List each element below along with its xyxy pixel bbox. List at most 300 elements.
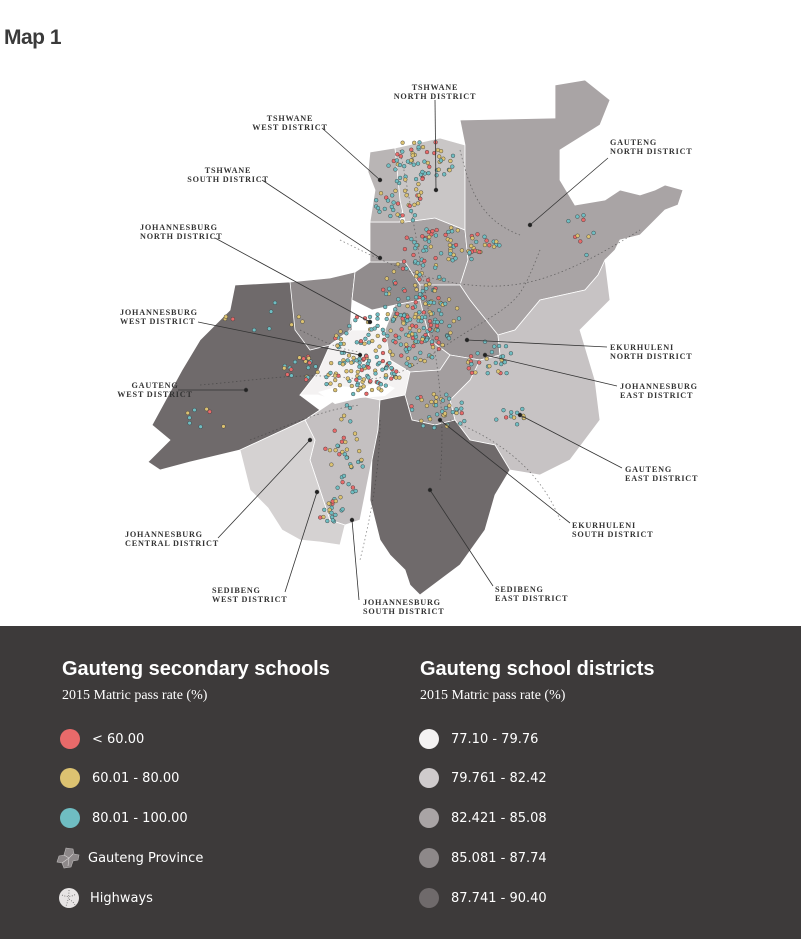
school-marker	[367, 366, 371, 370]
school-marker	[403, 247, 407, 251]
district-label-gauteng-north: GAUTENG NORTH DISTRICT	[610, 138, 693, 156]
school-marker	[370, 339, 374, 343]
swatch-district-3	[419, 808, 439, 828]
leader-dot	[518, 413, 522, 417]
school-marker	[455, 306, 459, 310]
school-marker	[451, 154, 455, 158]
school-marker	[421, 297, 425, 301]
school-marker	[417, 182, 421, 186]
school-marker	[435, 336, 439, 340]
school-marker	[389, 377, 393, 381]
school-marker	[442, 278, 446, 282]
school-marker	[448, 243, 452, 247]
school-marker	[432, 301, 436, 305]
school-marker	[403, 289, 407, 293]
school-marker	[470, 257, 474, 261]
school-marker	[324, 447, 328, 451]
school-marker	[427, 230, 431, 234]
school-marker	[390, 366, 394, 370]
school-marker	[430, 400, 434, 404]
school-marker	[402, 314, 406, 318]
school-marker	[385, 277, 389, 281]
school-marker	[290, 374, 294, 378]
school-marker	[348, 406, 352, 410]
school-marker	[468, 251, 472, 255]
school-marker	[388, 361, 392, 365]
school-marker	[304, 378, 308, 382]
school-marker	[427, 235, 431, 239]
school-marker	[358, 365, 362, 369]
school-marker	[422, 311, 426, 315]
legend-item	[419, 767, 547, 789]
school-marker	[341, 507, 345, 511]
school-marker	[334, 448, 338, 452]
school-marker	[399, 343, 403, 347]
school-marker	[384, 366, 388, 370]
school-marker	[405, 193, 409, 197]
school-marker	[436, 320, 440, 324]
school-marker	[455, 411, 459, 415]
school-marker	[585, 253, 589, 257]
school-marker	[388, 350, 392, 354]
school-marker	[398, 376, 402, 380]
school-marker	[375, 355, 379, 359]
school-marker	[434, 400, 438, 404]
school-marker	[383, 338, 387, 342]
school-marker	[429, 323, 433, 327]
school-marker	[567, 219, 571, 223]
legend-item	[419, 728, 538, 750]
school-marker	[398, 163, 402, 167]
leader-dot	[483, 353, 487, 357]
school-marker	[449, 331, 453, 335]
school-marker	[426, 278, 430, 282]
school-marker	[490, 350, 494, 354]
school-marker	[439, 312, 443, 316]
school-marker	[418, 278, 422, 282]
school-marker	[373, 327, 377, 331]
school-marker	[338, 383, 342, 387]
school-marker	[329, 382, 333, 386]
school-marker	[416, 162, 420, 166]
district-label-gauteng-west: GAUTENG WEST DISTRICT	[117, 381, 193, 399]
school-marker	[509, 410, 513, 414]
school-marker	[435, 413, 439, 417]
school-marker	[421, 145, 425, 149]
school-marker	[334, 513, 338, 517]
school-marker	[345, 331, 349, 335]
school-marker	[342, 436, 346, 440]
school-marker	[444, 233, 448, 237]
school-marker	[363, 342, 367, 346]
school-marker	[383, 305, 387, 309]
school-marker	[384, 373, 388, 377]
legend-item	[419, 887, 547, 909]
school-marker	[193, 408, 197, 412]
school-marker	[437, 155, 441, 159]
school-marker	[487, 243, 491, 247]
district-label-gauteng-east: GAUTENG EAST DISTRICT	[625, 465, 699, 483]
school-marker	[428, 328, 432, 332]
school-marker	[400, 220, 404, 224]
school-marker	[349, 369, 353, 373]
school-marker	[431, 345, 435, 349]
school-marker	[403, 189, 407, 193]
school-marker	[417, 329, 421, 333]
school-marker	[414, 340, 418, 344]
swatch-district-2	[419, 768, 439, 788]
leader-dot	[434, 188, 438, 192]
school-marker	[441, 399, 445, 403]
school-marker	[417, 193, 421, 197]
school-marker	[289, 368, 293, 372]
school-marker	[413, 315, 417, 319]
leader-dot	[438, 418, 442, 422]
school-marker	[592, 231, 596, 235]
school-marker	[418, 351, 422, 355]
school-marker	[405, 236, 409, 240]
school-marker	[421, 264, 425, 268]
school-marker	[432, 426, 436, 430]
school-marker	[432, 392, 436, 396]
school-marker	[578, 240, 582, 244]
school-marker	[386, 312, 390, 316]
school-marker	[412, 344, 416, 348]
school-marker	[290, 323, 294, 327]
school-marker	[297, 315, 301, 319]
legend-item	[54, 847, 203, 869]
school-marker	[334, 499, 338, 503]
leader-dot	[528, 223, 532, 227]
school-marker	[424, 245, 428, 249]
school-marker	[423, 237, 427, 241]
legend-item	[60, 767, 179, 789]
school-marker	[331, 518, 335, 522]
district-label-tshwane-south: TSHWANE SOUTH DISTRICT	[187, 166, 269, 184]
school-marker	[325, 519, 329, 523]
district-label-johannesburg-west: JOHANNESBURG WEST DISTRICT	[120, 308, 198, 326]
swatch-yellow	[60, 768, 80, 788]
school-marker	[208, 410, 212, 414]
school-marker	[407, 347, 411, 351]
school-marker	[415, 270, 419, 274]
legend-label: 82.421 - 85.08	[451, 810, 547, 826]
school-marker	[336, 444, 340, 448]
school-marker	[389, 214, 393, 218]
school-marker	[330, 463, 334, 467]
school-marker	[415, 243, 419, 247]
school-marker	[418, 197, 422, 201]
school-marker	[477, 361, 481, 365]
school-marker	[483, 340, 487, 344]
school-marker	[376, 317, 380, 321]
school-marker	[443, 302, 447, 306]
school-marker	[381, 368, 385, 372]
school-marker	[470, 371, 474, 375]
school-marker	[414, 325, 418, 329]
school-marker	[416, 396, 420, 400]
school-marker	[456, 228, 460, 232]
school-marker	[329, 361, 333, 365]
school-marker	[381, 288, 385, 292]
school-marker	[396, 262, 400, 266]
school-marker	[413, 203, 417, 207]
school-marker	[418, 292, 422, 296]
school-marker	[576, 215, 580, 219]
school-marker	[333, 429, 337, 433]
school-marker	[368, 315, 372, 319]
school-marker	[460, 411, 464, 415]
school-marker	[420, 319, 424, 323]
school-marker	[334, 334, 338, 338]
school-marker	[437, 347, 441, 351]
school-marker	[374, 372, 378, 376]
districts-legend-subtitle: 2015 Matric pass rate (%)	[420, 688, 566, 703]
school-marker	[409, 159, 413, 163]
school-marker	[342, 474, 346, 478]
school-marker	[494, 418, 498, 422]
school-marker	[403, 178, 407, 182]
school-marker	[339, 495, 343, 499]
legend-label: Gauteng Province	[88, 850, 204, 866]
school-marker	[322, 508, 326, 512]
school-marker	[367, 376, 371, 380]
school-marker	[414, 274, 418, 278]
school-marker	[418, 141, 422, 145]
school-marker	[379, 382, 383, 386]
school-marker	[434, 234, 438, 238]
school-marker	[457, 317, 461, 321]
school-marker	[345, 369, 349, 373]
school-marker	[381, 328, 385, 332]
legend-label: < 60.00	[92, 731, 145, 747]
school-marker	[402, 164, 406, 168]
school-marker	[386, 199, 390, 203]
school-marker	[355, 383, 359, 387]
school-marker	[379, 191, 383, 195]
school-marker	[427, 240, 431, 244]
school-marker	[419, 419, 423, 423]
school-marker	[419, 358, 423, 362]
school-marker	[273, 301, 277, 305]
school-marker	[341, 480, 345, 484]
district-label-sedibeng-east: SEDIBENG EAST DISTRICT	[495, 585, 569, 603]
school-marker	[391, 353, 395, 357]
school-marker	[361, 465, 365, 469]
school-marker	[394, 370, 398, 374]
school-marker	[354, 489, 358, 493]
schools-legend-title: Gauteng secondary schools	[62, 658, 330, 680]
school-marker	[267, 327, 271, 331]
school-marker	[405, 362, 409, 366]
school-marker	[347, 354, 351, 358]
school-marker	[444, 406, 448, 410]
school-marker	[354, 378, 358, 382]
district-region-tshwane-north	[395, 138, 465, 230]
school-marker	[474, 371, 478, 375]
school-marker	[302, 357, 306, 361]
school-marker	[409, 237, 413, 241]
school-marker	[430, 355, 434, 359]
school-marker	[269, 310, 273, 314]
school-marker	[308, 361, 312, 365]
school-marker	[346, 359, 350, 363]
school-marker	[440, 320, 444, 324]
swatch-teal	[60, 808, 80, 828]
school-marker	[399, 154, 403, 158]
school-marker	[447, 230, 451, 234]
school-marker	[392, 201, 396, 205]
school-marker	[355, 437, 359, 441]
school-marker	[443, 412, 447, 416]
school-marker	[381, 359, 385, 363]
school-marker	[346, 377, 350, 381]
school-marker	[449, 159, 453, 163]
school-marker	[330, 511, 334, 515]
school-marker	[494, 361, 498, 365]
schools-legend-subtitle: 2015 Matric pass rate (%)	[62, 688, 208, 703]
school-marker	[428, 319, 432, 323]
legend-label: 60.01 - 80.00	[92, 770, 180, 786]
school-marker	[345, 403, 349, 407]
school-marker	[328, 448, 332, 452]
school-marker	[391, 208, 395, 212]
district-label-sedibeng-west: SEDIBENG WEST DISTRICT	[212, 586, 288, 604]
school-marker	[377, 361, 381, 365]
school-marker	[437, 168, 441, 172]
school-marker	[410, 404, 414, 408]
school-marker	[357, 449, 361, 453]
school-marker	[420, 398, 424, 402]
leader-dot	[378, 178, 382, 182]
school-marker	[422, 326, 426, 330]
school-marker	[425, 338, 429, 342]
school-marker	[499, 362, 503, 366]
school-marker	[494, 240, 498, 244]
school-marker	[376, 206, 380, 210]
school-marker	[423, 359, 427, 363]
school-marker	[449, 226, 453, 230]
school-marker	[359, 339, 363, 343]
legend-label: 80.01 - 100.00	[92, 810, 188, 826]
school-marker	[318, 516, 322, 520]
school-marker	[410, 408, 414, 412]
school-marker	[395, 312, 399, 316]
school-marker	[421, 424, 425, 428]
school-marker	[412, 141, 416, 145]
school-marker	[301, 320, 305, 324]
school-marker	[416, 261, 420, 265]
school-marker	[476, 351, 480, 355]
school-marker	[360, 458, 364, 462]
school-marker	[339, 330, 343, 334]
legend-item	[60, 728, 144, 750]
school-marker	[342, 414, 346, 418]
school-marker	[414, 188, 418, 192]
school-marker	[340, 440, 344, 444]
school-marker	[434, 403, 438, 407]
school-marker	[421, 289, 425, 293]
school-marker	[333, 378, 337, 382]
school-marker	[439, 149, 443, 153]
school-marker	[401, 214, 405, 218]
leader-dot	[315, 490, 319, 494]
school-marker	[483, 235, 487, 239]
school-marker	[376, 334, 380, 338]
school-marker	[515, 422, 519, 426]
school-marker	[458, 422, 462, 426]
school-marker	[347, 324, 351, 328]
school-marker	[395, 179, 399, 183]
school-marker	[406, 296, 410, 300]
school-marker	[488, 364, 492, 368]
school-marker	[329, 371, 333, 375]
school-marker	[504, 344, 508, 348]
school-marker	[423, 315, 427, 319]
school-marker	[439, 251, 443, 255]
school-marker	[333, 374, 337, 378]
school-marker	[314, 365, 318, 369]
school-marker	[582, 213, 586, 217]
school-marker	[421, 337, 425, 341]
school-marker	[430, 340, 434, 344]
school-marker	[345, 456, 349, 460]
school-marker	[409, 148, 413, 152]
school-marker	[433, 266, 437, 270]
school-marker	[282, 366, 286, 370]
school-marker	[435, 173, 439, 177]
school-marker	[397, 336, 401, 340]
school-marker	[492, 345, 496, 349]
school-marker	[478, 250, 482, 254]
school-marker	[383, 207, 387, 211]
district-label-johannesburg-south: JOHANNESBURG SOUTH DISTRICT	[363, 598, 445, 616]
school-marker	[415, 288, 419, 292]
school-marker	[462, 419, 466, 423]
school-marker	[437, 341, 441, 345]
school-marker	[353, 432, 357, 436]
swatch-district-5	[419, 888, 439, 908]
school-marker	[343, 452, 347, 456]
school-marker	[429, 245, 433, 249]
school-marker	[587, 235, 591, 239]
school-marker	[293, 360, 297, 364]
school-marker	[413, 283, 417, 287]
school-marker	[377, 387, 381, 391]
school-marker	[390, 194, 394, 198]
school-marker	[442, 172, 446, 176]
school-marker	[399, 354, 403, 358]
legend-label: 79.761 - 82.42	[451, 770, 547, 786]
school-marker	[399, 313, 403, 317]
school-marker	[355, 340, 359, 344]
school-marker	[286, 373, 290, 377]
district-label-ekurhuleni-south: EKURHULENI SOUTH DISTRICT	[572, 521, 654, 539]
school-marker	[381, 351, 385, 355]
school-marker	[400, 327, 404, 331]
school-marker	[576, 234, 580, 238]
school-marker	[498, 244, 502, 248]
school-marker	[486, 371, 490, 375]
legend-item	[419, 807, 547, 829]
map-title: Map 1	[4, 26, 62, 49]
district-label-tshwane-north: TSHWANE NORTH DISTRICT	[393, 83, 477, 101]
school-marker	[394, 334, 398, 338]
leader-dot	[308, 438, 312, 442]
school-marker	[350, 384, 354, 388]
school-marker	[384, 292, 388, 296]
school-marker	[520, 407, 524, 411]
